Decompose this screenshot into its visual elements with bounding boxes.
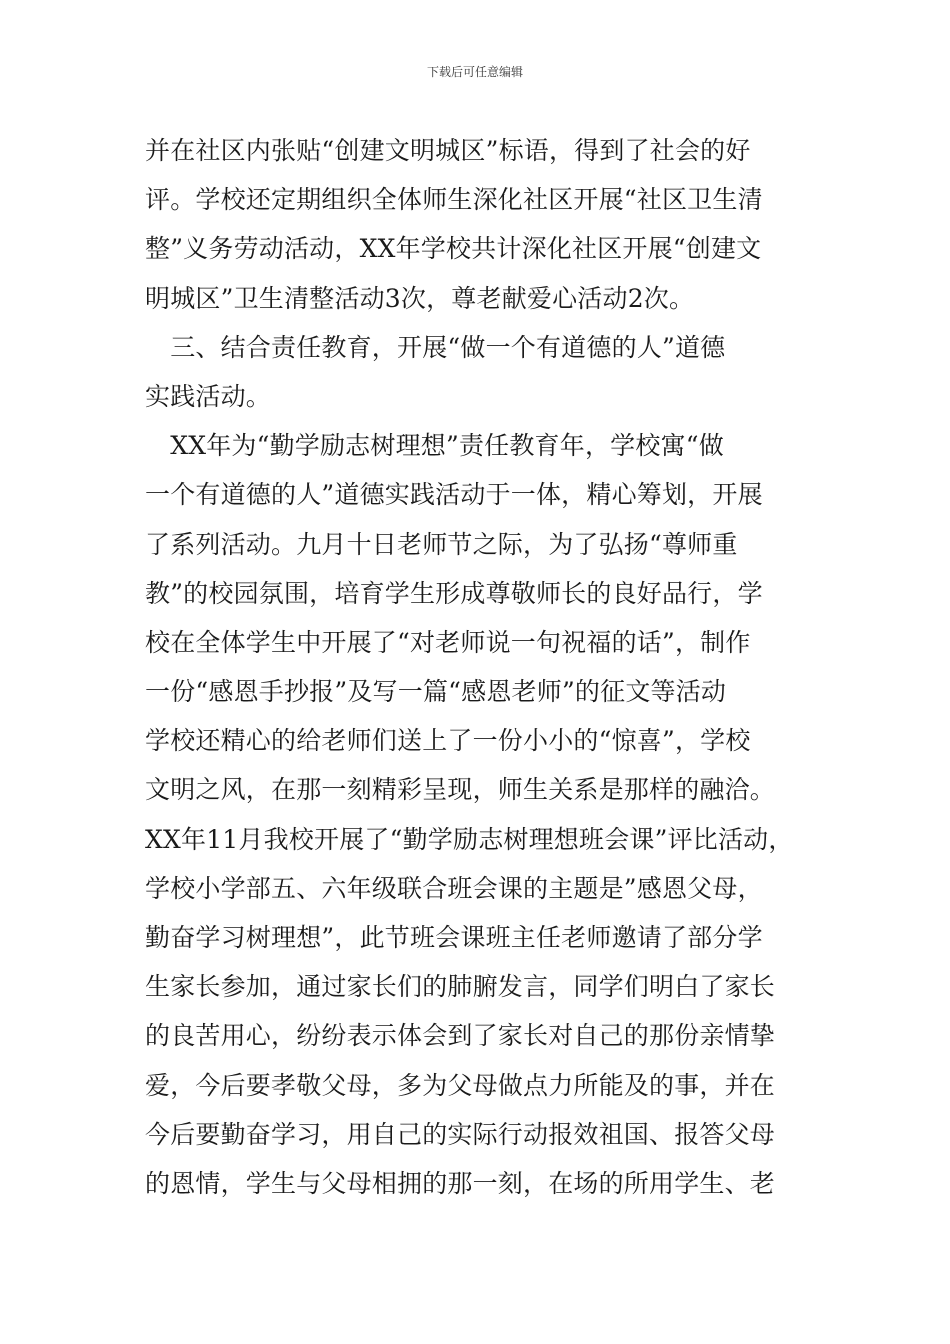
page-header: 下载后可任意编辑 [426, 65, 523, 79]
text-line: 生家长参加，通过家长们的肺腑发言，同学们明白了家长 [145, 972, 776, 1002]
text-line: 并在社区内张贴“创建文明城区”标语，得到了社会的好 [145, 136, 751, 165]
section-heading-line: 实践活动。 [145, 381, 272, 411]
text-line: 整”义务劳动活动，XX年学校共计深化社区开展“创建文 [145, 234, 762, 264]
text-line: 一个有道德的人”道德实践活动于一体，精心筹划，开展 [145, 480, 763, 510]
text-line: 校在全体学生中开展了“对老师说一句祝福的话”，制作 [145, 627, 751, 657]
text-line: XX年11月我校开展了“勤学励志树理想班会课”评比活动， [145, 824, 794, 854]
section-heading-line: 三、结合责任教育，开展“做一个有道德的人”道德 [145, 332, 726, 362]
text-line: 学校小学部五、六年级联合班会课的主题是”感恩父母， [145, 873, 763, 903]
text-line: 一份“感恩手抄报”及写一篇“感恩老师”的征文等活动 [145, 677, 727, 707]
text-line: 了系列活动。九月十日老师节之际，为了弘扬“尊师重 [145, 529, 738, 559]
text-line: 文明之风，在那一刻精彩呈现，师生关系是那样的融洽。 [145, 775, 776, 805]
text-line: 爱，今后要孝敬父母，多为父母做点力所能及的事，并在 [145, 1070, 776, 1100]
text-line: 评。学校还定期组织全体师生深化社区开展“社区卫生清 [145, 185, 763, 215]
text-line: 今后要勤奋学习，用自己的实际行动报效祖国、报答父母 [145, 1119, 776, 1149]
document-body [145, 126, 825, 1208]
text-line: 的恩情，学生与父母相拥的那一刻，在场的所用学生、老 [145, 1168, 776, 1198]
text-line: 明城区”卫生清整活动3次，尊老献爱心活动2次。 [145, 283, 695, 313]
text-line: 的良苦用心，纷纷表示体会到了家长对自己的那份亲情挚 [145, 1021, 776, 1051]
text-line: 勤奋学习树理想”，此节班会课班主任老师邀请了部分学 [145, 923, 763, 952]
text-line: XX年为“勤学励志树理想”责任教育年，学校寓“做 [145, 431, 724, 461]
text-line: 教”的校园氛围，培育学生形成尊敬师长的良好品行，学 [145, 578, 763, 608]
text-line: 学校还精心的给老师们送上了一份小小的“惊喜”，学校 [145, 726, 751, 756]
